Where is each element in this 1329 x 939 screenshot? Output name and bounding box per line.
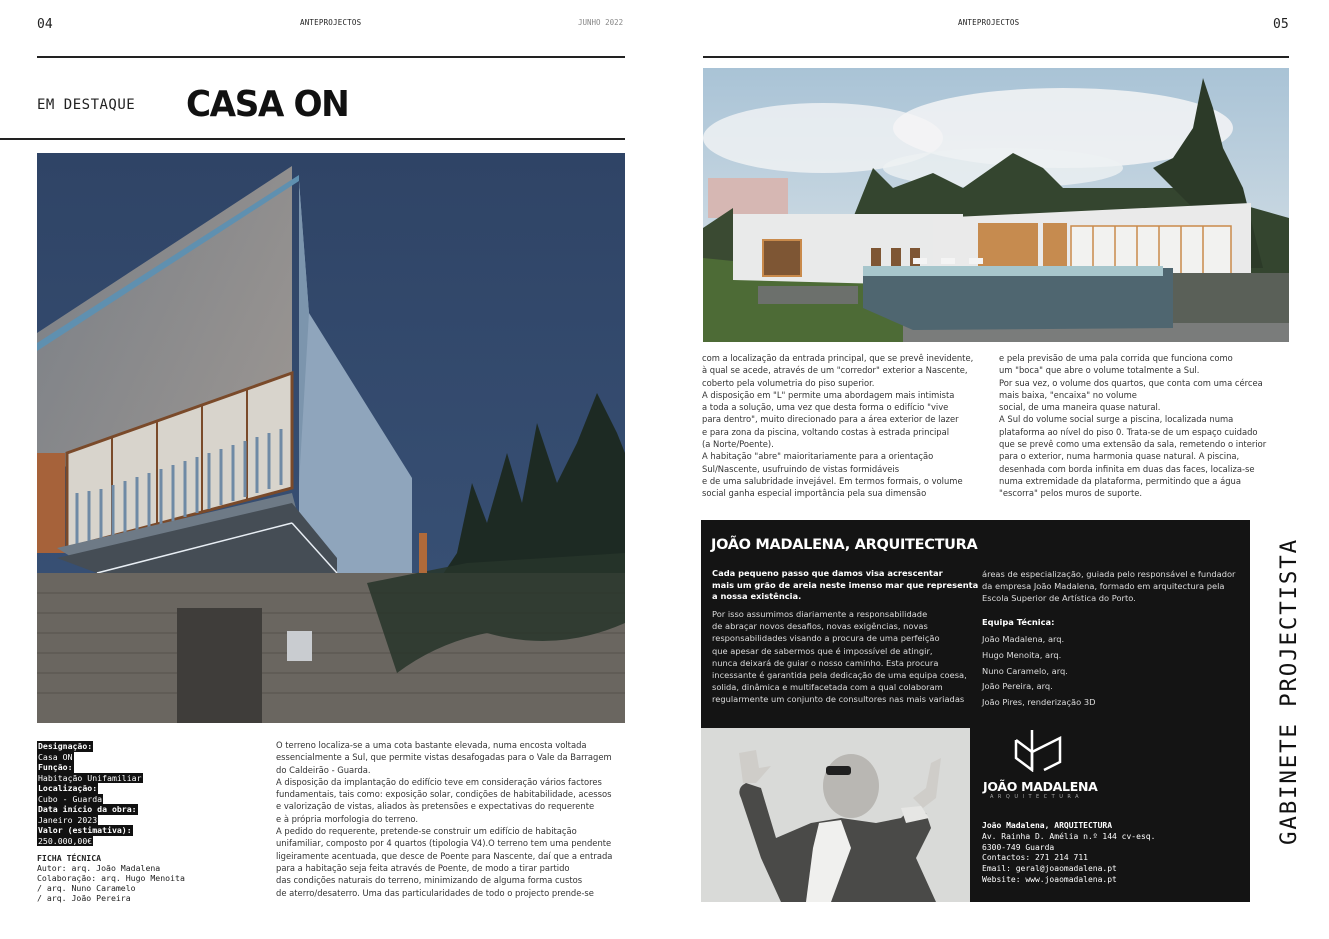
body-line: A Sul do volume social surge a piscina, localizada numa	[999, 414, 1234, 425]
studio-line: Escola Superior de Artística do Porto.	[982, 593, 1136, 604]
body-line: com a localização da entrada principal, que se prevê inevidente,	[702, 353, 974, 363]
studio-title: JOÃO MADALENA, ARQUITECTURA	[711, 537, 978, 553]
spec-value: 250.000,00€	[38, 835, 93, 846]
article-title: CASA ON	[186, 84, 349, 125]
team-list	[982, 632, 1096, 711]
header-rule-right	[703, 56, 1289, 58]
studio-logo-icon	[1014, 728, 1064, 772]
spec-value: Cubo - Guarda	[38, 793, 103, 804]
body-line: A disposição da implantação do edifício teve em consideração vários factores	[276, 776, 602, 787]
body-line: mais baixa, "encaixa" no volume	[999, 389, 1137, 400]
body-line: social ganha especial importância pela sua dimensão	[702, 488, 927, 499]
studio-line: responsabilidades visando a procura de uma perfeição	[712, 633, 940, 644]
title-rule	[0, 138, 625, 140]
contact-email[interactable]: Email: geral@joaomadalena.pt	[982, 864, 1117, 874]
architect-portrait	[701, 728, 970, 902]
page-number-right: 05	[1273, 17, 1289, 32]
body-line: e à própria morfologia do terreno.	[276, 813, 419, 824]
spec-label: Valor (estimativa):	[38, 825, 132, 835]
studio-body	[712, 608, 967, 706]
ficha-line: / arq. João Pereira	[37, 893, 131, 903]
body-line: e para zona da piscina, voltando costas à estrada principal	[702, 426, 950, 437]
body-line: fundamentais, tais como: exposição solar, condições de habitabilidade, acessos	[276, 789, 612, 800]
body-line: social, de uma maneira quase natural.	[999, 402, 1161, 413]
article-body-right-col2	[999, 352, 1266, 500]
studio-line: incessante é garantida pela dedicação de uma equipa coesa,	[712, 670, 967, 681]
studio-line: nunca deixará de guiar o nosso caminho. Esta procura	[712, 657, 939, 668]
team-member: João Madalena, arq.	[982, 634, 1065, 644]
body-line: e pela previsão de uma pala corrida que funciona como	[999, 353, 1233, 363]
running-title-left: ANTEPROJECTOS	[300, 18, 362, 27]
body-line: de aterro/desaterro. Uma das particularidades de todo o projecto prende-se	[276, 887, 594, 898]
body-line: do Caldeirão - Guarda.	[276, 764, 371, 775]
logo-subtitle: ARQUITECTURA	[990, 794, 1084, 800]
lead-line: mais um grão de areia neste imenso mar que representa	[712, 579, 979, 590]
page-number-left: 04	[37, 17, 53, 32]
contact-phone: Contactos: 271 214 711	[982, 853, 1088, 863]
studio-contact	[982, 821, 1155, 886]
ficha-heading: FICHA TÉCNICA	[37, 853, 102, 863]
body-line: plataforma ao nível do piso 0. Trata-se de um espaço cuidado	[999, 426, 1258, 437]
spec-label: Localização:	[38, 783, 98, 793]
body-line: para o exterior, numa harmonia quase natural. A piscina,	[999, 451, 1240, 462]
body-line: essencialmente a Sul, que permite vistas desafogadas para o Vale da Barragem	[276, 752, 612, 763]
studio-lead	[712, 568, 978, 603]
body-line: a toda a solução, uma vez que desta forma o edifício "vive	[702, 402, 949, 413]
body-line: A habitação "abre" maioritariamente para a orientação	[702, 451, 934, 462]
article-body-left	[276, 739, 612, 899]
spec-value: Casa ON	[38, 751, 73, 762]
section-label: EM DESTAQUE	[37, 97, 136, 113]
body-line: ligeiramente acentuada, que desce de Poente para Nascente, daí que a entrada	[276, 850, 613, 861]
spec-label: Data início da obra:	[38, 804, 137, 814]
team-heading: Equipa Técnica:	[982, 617, 1055, 627]
ficha-line: Autor: arq. João Madalena	[37, 863, 161, 873]
ficha-line: Colaboração: arq. Hugo Menoita	[37, 873, 185, 883]
logo-name: JOÃO MADALENA	[983, 779, 1098, 794]
lead-line: a nossa existência.	[712, 591, 802, 601]
studio-line: que apesar de sabermos que é impossível de atingir,	[712, 645, 933, 656]
body-line: das condições naturais do terreno, minimizando de alguma forma custos	[276, 875, 583, 886]
contact-website[interactable]: Website: www.joaomadalena.pt	[982, 874, 1117, 884]
ficha-line: / arq. Nuno Caramelo	[37, 883, 136, 893]
spec-value: Habitação Unifamiliar	[38, 772, 142, 783]
body-line: "escorra" pelos muros de suporte.	[999, 488, 1143, 499]
ficha-tecnica	[37, 853, 185, 903]
hero-image	[37, 153, 625, 723]
spec-label: Função:	[38, 762, 73, 772]
article-body-right-col1	[702, 352, 973, 500]
spec-value: Janeiro 2023	[38, 814, 98, 825]
studio-body-right	[982, 568, 1235, 605]
body-line: que se prevê como uma extensão da sala, remetendo o interior	[999, 439, 1267, 450]
studio-line: de abraçar novos desafios, novas exigências, novas	[712, 621, 928, 632]
vertical-section-label: GABINETE PROJECTISTA	[1276, 538, 1302, 845]
top-image	[703, 68, 1289, 342]
body-line: e de uma salubridade invejável. Em termos formais, o volume	[702, 475, 963, 486]
lead-line: Cada pequeno passo que damos visa acrescentar	[712, 568, 943, 578]
header-rule-left	[37, 56, 625, 58]
studio-line: da empresa João Madalena, formado em arquitectura pela	[982, 581, 1225, 592]
spec-label: Designação:	[38, 741, 93, 751]
body-line: unifamiliar, composto por 4 quartos (tipologia V4).O terreno tem uma pendente	[276, 838, 612, 849]
body-line: numa extremidade da plataforma, permitindo que a água	[999, 475, 1241, 486]
studio-line: solida, dinâmica e multifacetada com a qual colaboram	[712, 682, 943, 693]
body-line: A disposição em "L" permite uma abordagem mais intimista	[702, 389, 955, 400]
issue-date: JUNHO 2022	[578, 18, 624, 27]
body-line: para a habitação seja feita através de Poente, de modo a tirar partido	[276, 862, 570, 873]
contact-address: Av. Rainha D. Amélia n.º 144 cv-esq.	[982, 831, 1156, 841]
team-member: Nuno Caramelo, arq.	[982, 665, 1068, 676]
studio-line: áreas de especialização, guiada pelo responsável e fundador	[982, 569, 1236, 579]
body-line: e valorização de vistas, aliados às pretensões e expectativas do requerente	[276, 801, 595, 812]
body-line: O terreno localiza-se a uma cota bastante elevada, numa encosta voltada	[276, 740, 587, 750]
body-line: para dentro", muito direcionado para a área exterior de lazer	[702, 414, 959, 425]
body-line: à qual se acede, através de um "corredor" exterior a Nascente,	[702, 365, 968, 376]
project-spec	[37, 741, 143, 846]
contact-name: João Madalena, ARQUITECTURA	[982, 821, 1113, 830]
body-line: um "boca" que abre o volume totalmente a Sul.	[999, 365, 1200, 376]
body-line: (a Norte/Poente).	[702, 439, 774, 450]
studio-line: Por isso assumimos diariamente a responsabilidade	[712, 609, 928, 619]
team-member: João Pereira, arq.	[982, 681, 1053, 692]
body-line: A pedido do requerente, pretende-se construir um edifício de habitação	[276, 826, 577, 837]
studio-line: regularmente um conjunto de consultores nas mais variadas	[712, 694, 965, 705]
body-line: Por sua vez, o volume dos quartos, que conta com uma cércea	[999, 377, 1263, 388]
team-member: Hugo Menoita, arq.	[982, 649, 1062, 660]
body-line: Sul/Nascente, usufruindo de vistas formidáveis	[702, 463, 900, 474]
running-title-right: ANTEPROJECTOS	[958, 18, 1020, 27]
team-member: João Pires, renderização 3D	[982, 697, 1096, 708]
body-line: coberto pela volumetria do piso superior.	[702, 377, 875, 388]
contact-postal: 6300-749 Guarda	[982, 842, 1055, 852]
body-line: desenhada com borda infinita em duas das faces, localiza-se	[999, 463, 1255, 474]
